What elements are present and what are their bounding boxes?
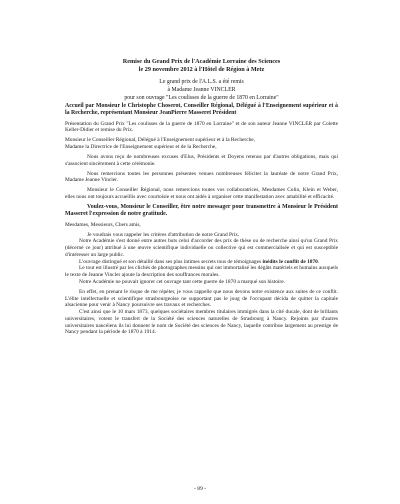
thanks-paragraph: Nous remercions toutes les personnes présentes venues nombreuses féliciter la lauréate de notre Grand Prix, Madame Jeanne Vincler.	[65, 170, 338, 184]
academy-history-short: Notre Académie ne pouvait ignorer cet ouvrage tant cette guerre de 1870 a marqué son histoire.	[79, 278, 285, 285]
award-line-3: pour son ouvrage "Les coulisses de la guerre de 1870 en Lorraine"	[124, 95, 279, 101]
excuses-paragraph: Nous avons reçu de nombreuses excuses d'Elus, Présidents et Doyens retenus par d'autres obligations, mais qui s'associent sincèrement à cette cérémonie.	[65, 153, 338, 167]
illustration-paragraph: Le tout est illustré par les clichés de photographes messins qui ont immortalisé les dégâts matériels et humains auxquels le texte de Jeanne Vincler ajoute la description des souffrances morales.	[65, 265, 338, 279]
gratitude-request-paragraph: Voulez-vous, Monsieur le Conseiller, être notre messager pour transmettre à Monsieur le Président Masseret l'expression de notre gratitude.	[65, 204, 338, 218]
work-text-end: .	[317, 258, 320, 265]
council-thanks-paragraph: Monsieur le Conseiller Régional, nous remercions toutes vos collaboratrices, Mesdames Colin, Klein et Weber, elles nous ont toujours accueillis avec courtoisie et nous ont aidés à organiser cette manifestation avec amabilité et efficacité.	[65, 187, 338, 201]
award-line-2: à Madame Jeanne VINCLER	[167, 87, 236, 94]
page-number: - 89 -	[193, 486, 207, 492]
work-text: L'ouvrage distingué et son détaillé dans ses plus intimes secrets tous de témoignages	[79, 258, 263, 265]
criteria-paragraph: Je voudrais vous rappeler les critères d'attribution de notre Grand Prix.	[87, 231, 240, 238]
salutation-audience: Mesdames, Messieurs, Chers amis,	[65, 221, 141, 228]
title-line-2: le 29 novembre 2012 à l'Hôtel de Région à Metz	[138, 66, 265, 74]
work-paragraph	[65, 259, 338, 266]
welcome-paragraph: Accueil par Monsieur le Christophe Choserot, Conseiller Régional, Délégué à l'Enseignement supérieur et à la Recherche, représentant Monsieur JeanPierre Masseret Président	[65, 103, 338, 117]
academy-goals-paragraph: Notre Académie s'est donné entre autres buts celui d'accorder des prix de thèse ou de recherche ainsi qu'un Grand Prix (décerné ce jour) attribué à une œuvre scientifique individuelle ou collective qui est commercialisée et qui est susceptible d'intéresser un large public.	[65, 238, 338, 258]
salutation-director: Madame la Directrice de l'Enseignement supérieur et de la Recherche,	[65, 144, 217, 151]
presentation-paragraph: Présentation du Grand Prix "Les coulisses de la guerre de 1870 en Lorraine" et de son auteur Jeanne VINCLER par Colette Keller-Didier et remise du Prix.	[65, 120, 338, 134]
document-header	[65, 58, 338, 103]
award-line-1: Le grand prix de l'A.L.S. a été remis	[159, 79, 244, 86]
work-text-bold: inédits le conflit de 1870	[262, 258, 318, 265]
history-paragraph: En effet, en prenant le risque de me répéter, je vous rappelle que nous devons notre existence aux suites de ce conflit. L'élite intellectuelle et scientifique strasbourgeoise ne supportant pas le joug de l'occupant décida de quitter la capitale alsacienne pour venir à Nancy poursuivre ses travaux et recherches.	[65, 288, 338, 309]
salutation-council: Monsieur le Conseiller Régional, Délégué à l'Enseignement supérieur et à la Recherche,	[65, 137, 256, 144]
document-body	[65, 103, 338, 336]
title-line-1: Remise du Grand Prix de l'Académie Lorraine des Sciences	[122, 58, 281, 65]
founding-paragraph: C'est ainsi que le 10 mars 1873, quelques sociétaires membres titulaires immigrés dans la cité ducale, dont de brillants universitaires, votent le transfert de la Société des sciences naturelles de Strasbourg à Nancy. Rejoints par d'autres universitaires nancéiens ils lui donnent le nom de Société des sciences de Nancy, laquelle contribue largement au prestige de Nancy pendant la période de 1870 à 1914.	[65, 309, 338, 336]
